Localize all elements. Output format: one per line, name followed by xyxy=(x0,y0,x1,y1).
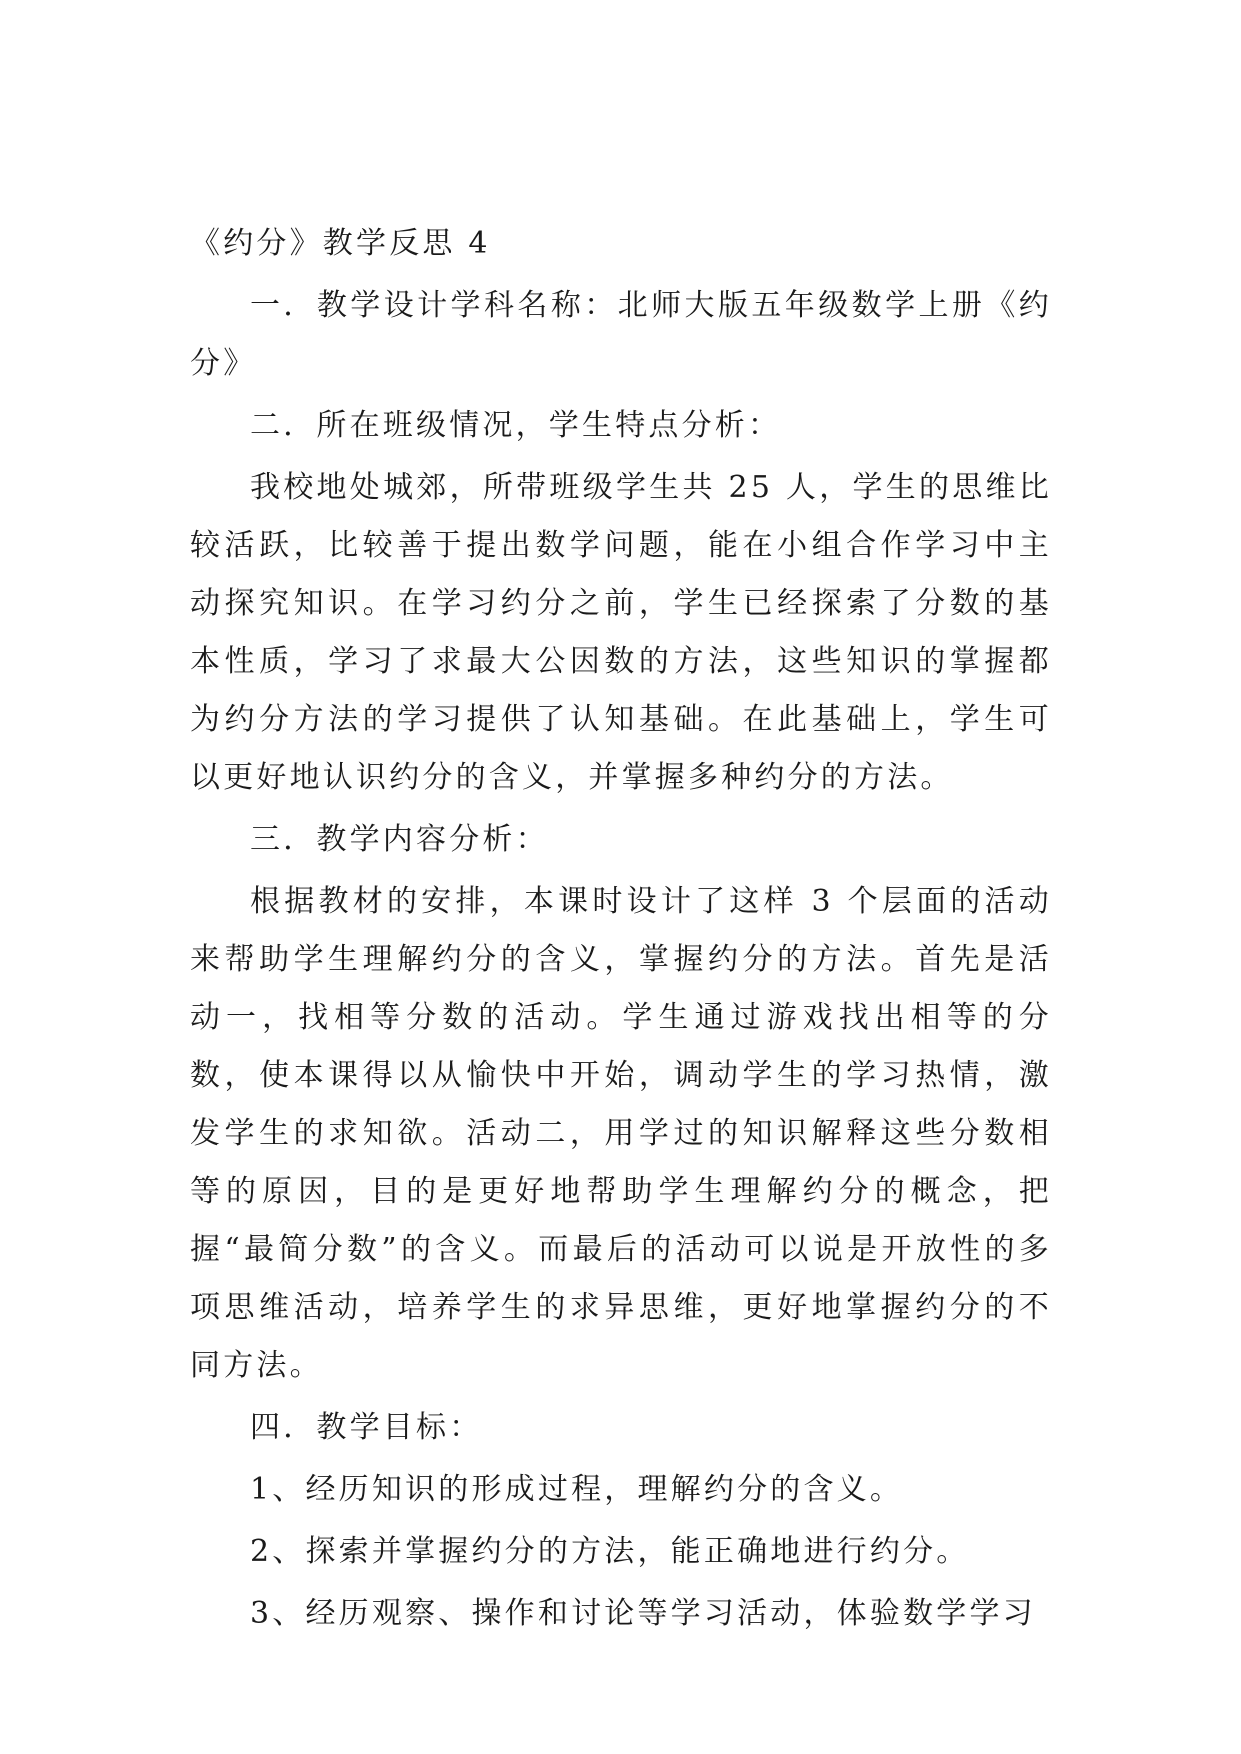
section-4-heading: 四．教学目标： xyxy=(250,1410,483,1445)
section-3-body: 根据教材的安排，本课时设计了这样 3 个层面的活动来帮助学生理解约分的含义，掌握约分的方法。首先是活动一，找相等分数的活动。学生通过游戏找出相等的分数，使本课得以从愉快中开始，调动学生的学习热情，激发学生的求知欲。活动二，用学过的知识解释这些分数相等的原因，目的是更好地帮助学生理解约分的概念，把握“最简分数”的含义。而最后的活动可以说是开放性的多项思维活动，培养学生的求异思维，更好地掌握约分的不同方法。 xyxy=(190,884,1052,1383)
section-3-heading: 三．教学内容分析： xyxy=(250,822,549,857)
section-2-body: 我校地处城郊，所带班级学生共 25 人，学生的思维比较活跃，比较善于提出数学问题，能在小组合作学习中主动探究知识。在学习约分之前，学生已经探索了分数的基本性质，学习了求最大公因数的方法，这些知识的掌握都为约分方法的学习提供了认知基础。在此基础上，学生可以更好地认识约分的含义，并掌握多种约分的方法。 xyxy=(190,470,1052,795)
objective-item-2: 2、探索并掌握约分的方法，能正确地进行约分。 xyxy=(250,1534,970,1569)
document-content xyxy=(190,215,1052,1643)
objective-item-3: 3、经历观察、操作和讨论等学习活动，体验数学学习 xyxy=(250,1596,1036,1631)
section-2-heading: 二．所在班级情况，学生特点分析： xyxy=(250,408,782,443)
section-1-heading: 一．教学设计学科名称：北师大版五年级数学上册《约分》 xyxy=(190,288,1052,381)
document-title: 《约分》教学反思 4 xyxy=(190,226,491,261)
objective-item-1: 1、经历知识的形成过程，理解约分的含义。 xyxy=(250,1472,904,1507)
